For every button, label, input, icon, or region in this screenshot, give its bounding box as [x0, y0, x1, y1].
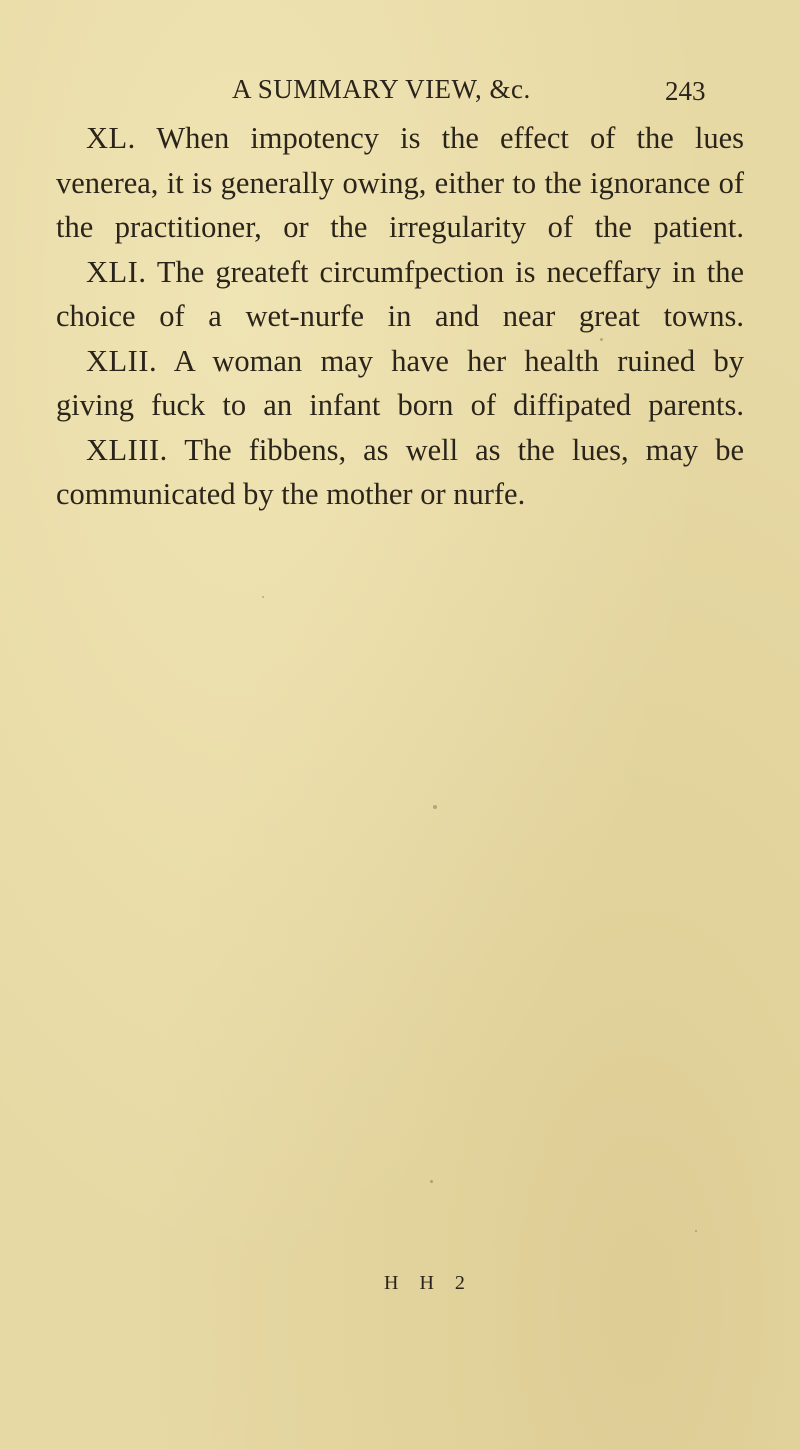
paper-speck	[600, 338, 603, 341]
paper-speck	[430, 1180, 433, 1183]
body-text	[56, 116, 744, 517]
page-header	[0, 74, 800, 110]
paragraph-xli	[56, 250, 744, 339]
paragraph-number: XLI.	[86, 254, 147, 289]
paragraph-xl	[56, 116, 744, 250]
paper-speck	[262, 596, 264, 598]
paper-speck	[433, 805, 437, 809]
paragraph-text: The greateft circumfpection is neceffary in the choice of a wet-nurfe in and near great towns.	[56, 254, 745, 333]
running-title: A SUMMARY VIEW, &c.	[232, 74, 531, 104]
paragraph-text: A woman may have her health ruined by giving fuck to an infant born of diffipated parents.	[56, 343, 744, 422]
page-number: 243	[665, 76, 706, 106]
paragraph-text: When impotency is the effect of the lues venerea, it is generally owing, either to the ignorance of the practitioner, or the irregularity of the patient.	[56, 121, 745, 244]
paper-speck	[695, 1230, 697, 1232]
paragraph-xliii	[56, 428, 744, 517]
paragraph-number: XLIII.	[86, 432, 168, 467]
paragraph-xlii	[56, 339, 744, 428]
paragraph-text: The fibbens, as well as the lues, may be communicated by the mother or nurfe.	[56, 432, 744, 511]
paragraph-number: XL.	[86, 121, 136, 155]
signature-mark: H H 2	[384, 1272, 473, 1294]
paragraph-number: XLII.	[86, 343, 158, 378]
